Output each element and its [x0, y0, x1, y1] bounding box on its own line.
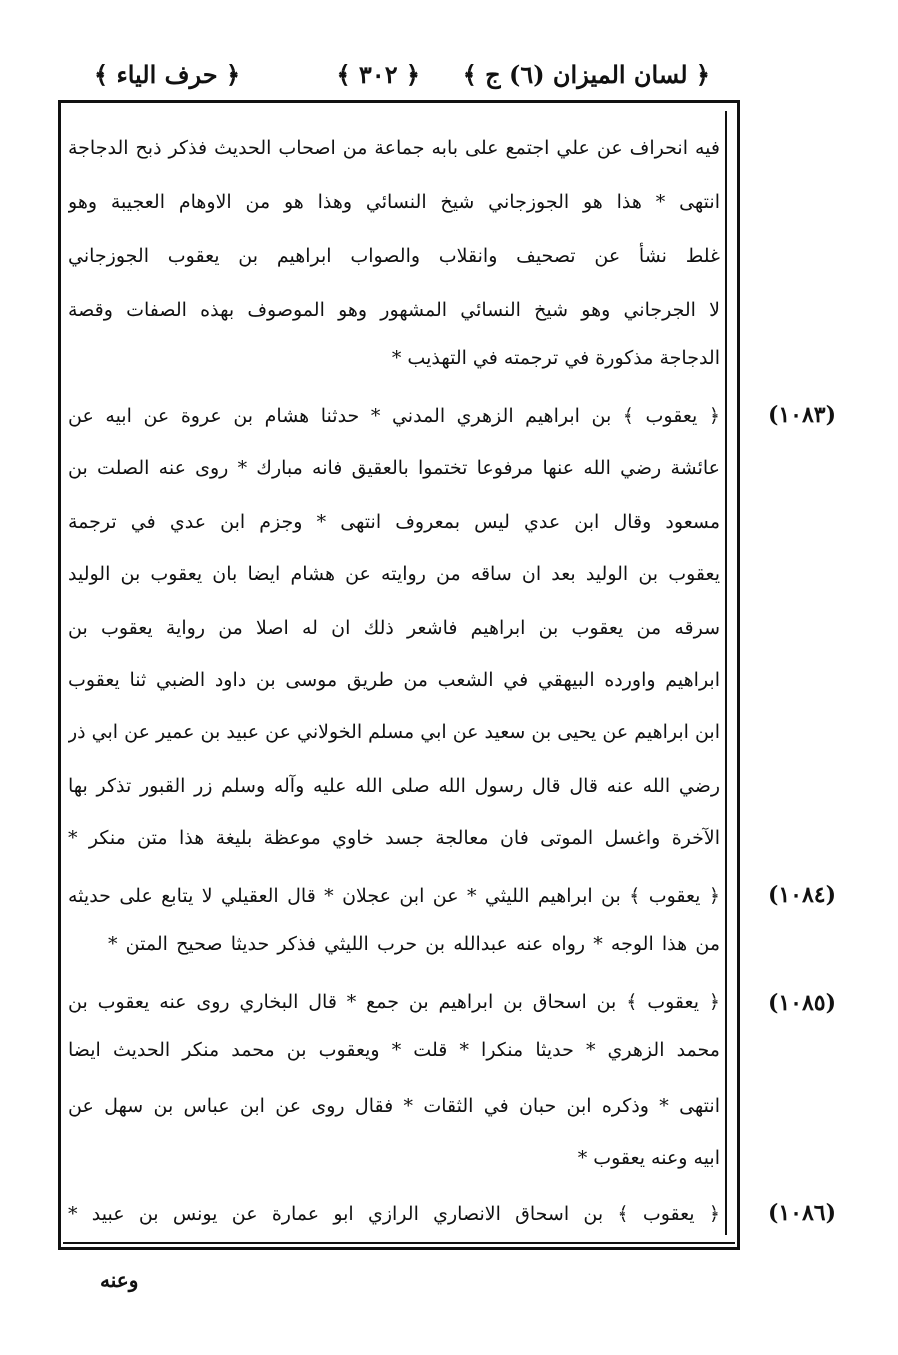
text-line: سرقه من يعقوب بن ابراهيم فاشعر ذلك ان له اصلا من رواية يعقوب بن [68, 617, 720, 639]
text-line: انتهى * وذكره ابن حبان في الثقات * فقال روى عن ابن عباس بن سهل عن [68, 1095, 720, 1117]
text-line: لا الجرجاني وهو شيخ النسائي المشهور وهو الموصوف بهذه الصفات وقصة [68, 299, 720, 321]
text-line: ﴿ يعقوب ﴾ بن اسحاق الانصاري الرازي ابو عمارة عن يونس بن عبيد * [68, 1203, 720, 1225]
entry-number: (١٠٨٥) [767, 990, 837, 1016]
text-line: ﴿ يعقوب ﴾ بن ابراهيم الزهري المدني * حدثنا هشام بن عروة عن ابيه عن [68, 405, 720, 427]
text-line: انتهى * هذا هو الجوزجاني شيخ النسائي وهذا هو من الاوهام العجيبة وهو [68, 191, 720, 213]
entry-number: (١٠٨٦) [767, 1200, 837, 1226]
section-title: ﴿ حرف الياء ﴾ [94, 60, 240, 89]
text-line: رضي الله عنه قال قال رسول الله صلى الله عليه وآله وسلم زر القبور تذكر بها [68, 775, 720, 797]
text-line: ابيه وعنه يعقوب * [577, 1147, 720, 1169]
text-line: غلط نشأ عن تصحيف وانقلاب والصواب ابراهيم بن يعقوب الجوزجاني [68, 245, 720, 267]
page-header [70, 60, 710, 100]
entry-number: (١٠٨٤) [767, 882, 837, 908]
text-line: من هذا الوجه * رواه عنه عبدالله بن حرب الليثي فذكر حديثا صحيح المتن * [108, 933, 720, 955]
text-line: ابن ابراهيم عن يحيى بن سعيد عن ابي مسلم الخولاني عن عبيد بن عمير عن ابي ذر [68, 721, 720, 743]
text-line: ﴿ يعقوب ﴾ بن ابراهيم الليثي * عن ابن عجلان * قال العقيلي لا يتابع على حديثه [68, 885, 720, 907]
text-line: يعقوب بن الوليد بعد ان ساقه من روايته عن هشام ايضا بان يعقوب بن الوليد [68, 563, 720, 585]
text-line: الآخرة واغسل الموتى فان معالجة جسد خاوي موعظة بليغة هذا متن منكر * [68, 827, 720, 849]
text-line: عائشة رضي الله عنها مرفوعا تختموا بالعقيق فانه مبارك * روى عنه الصلت بن [68, 457, 720, 479]
catchword: وعنه [100, 1268, 139, 1292]
text-line: ﴿ يعقوب ﴾ بن اسحاق بن ابراهيم بن جمع * قال البخاري روى عنه يعقوب بن [68, 991, 720, 1013]
text-line: محمد الزهري * حديثا منكرا * قلت * ويعقوب بن محمد منكر الحديث ايضا [68, 1039, 720, 1061]
text-line: مسعود وقال ابن عدي ليس بمعروف انتهى * وجزم ابن عدي في ترجمة [68, 511, 720, 533]
entry-number: (١٠٨٣) [767, 402, 837, 428]
text-line: ابراهيم واورده البيهقي في الشعب من طريق موسى بن داود الضبي ثنا يعقوب [68, 669, 720, 691]
text-line: الدجاجة مذكورة في ترجمته في التهذيب * [391, 347, 720, 369]
text-line: فيه انحراف عن علي اجتمع على بابه جماعة من اصحاب الحديث فذكر ذبح الدجاجة [68, 137, 720, 159]
book-title: ﴿ لسان الميزان (٦) ج ﴾ [462, 60, 710, 89]
page-number: ﴿ ٣٠٢ ﴾ [336, 60, 420, 89]
